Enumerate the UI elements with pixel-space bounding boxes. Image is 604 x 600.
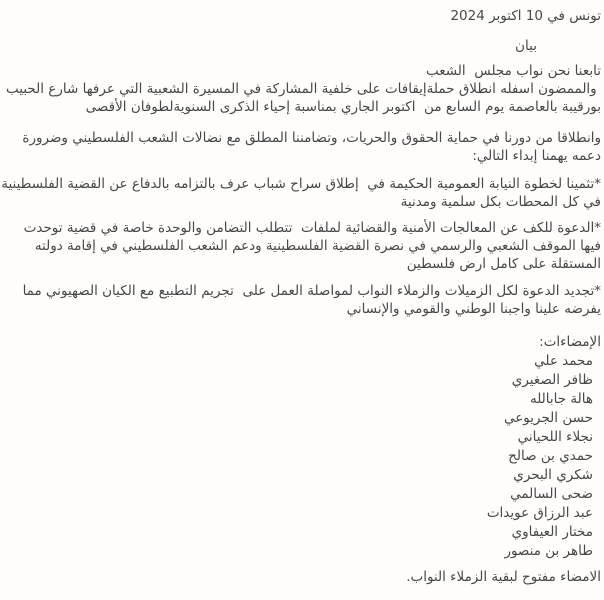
text-line: في كل المحطات بكل سلمية ومدنية [400, 194, 601, 210]
point-2-paragraph [0, 219, 601, 273]
text-line: شكري البحري [513, 467, 593, 483]
text-line: ضحى السالمي [510, 486, 593, 502]
text-line: بورقيبة بالعاصمة يوم السابع من اكتوبر الجاري بمناسبة إحياء الذكرى السنويةلطوفان الأقصى [85, 99, 601, 115]
text-line: المستقلة على كامل ارض فلسطين [406, 256, 601, 272]
text-line: ظافر الصغيري [511, 372, 593, 388]
point-3-paragraph [0, 282, 601, 318]
text-line: فيها الموقف الشعبي والرسمي في نصرة القضية الفلسطينية ودعم الشعب الفلسطيني في إقامة دولته [34, 238, 601, 254]
text-line: دعمه يهمنا إبداء التالي: [472, 148, 601, 164]
text-line: وانطلاقا من دورنا في حماية الحقوق والحريات، وتضامننا المطلق مع نضالات الشعب الفلسطيني وضرورة [22, 130, 601, 146]
intro-paragraph [0, 62, 601, 116]
date-line: تونس في 10 اكتوبر 2024 [450, 8, 601, 24]
text-line: *تجديد الدعوة لكل الزميلات والزملاء النواب لمواصلة العمل على تجريم التطبيع مع الكيان الصهيوني مما [22, 283, 601, 299]
text-line: حسن الجريوعي [503, 410, 593, 426]
text-line: تابعنا نحن نواب مجلس الشعب [425, 63, 601, 79]
text-line: مختار العيفاوي [511, 524, 593, 540]
text-line: حمدي بن صالح [508, 448, 593, 464]
text-line: والممضون اسفله انطلاق حملةإيقافات على خلفية المشاركة في المسيرة الشعبية التي عرفها شارع الحبيب [6, 81, 601, 97]
text-line: نجلاء اللحياني [517, 429, 593, 445]
statement-title: بيان [515, 38, 537, 54]
text-line: طاهر بن منصور [504, 543, 593, 559]
signatures-label: الإمضاءات: [539, 334, 601, 350]
solidarity-paragraph [0, 129, 601, 165]
text-line: محمد علي [534, 353, 593, 369]
point-1-paragraph [0, 175, 601, 211]
text-line: عبد الرزاق عويدات [486, 505, 593, 521]
statement-document [0, 7, 601, 586]
signatures-list [0, 352, 593, 561]
text-line: يفرضه علينا واجبنا الوطني والقومي والإنساني [346, 301, 601, 317]
text-line: هالة جابالله [529, 391, 593, 407]
text-line: *تثمينا لخطوة النيابة العمومية الحكيمة في إطلاق سراح شباب عرف بالتزامه بالدفاع عن القضية الفلسطينية [1, 176, 601, 192]
text-line: *الدعوة للكف عن المعالجات الأمنية والقضائية لملفات تتطلب التضامن والوحدة خاصة في قضية توحدت [23, 220, 601, 236]
closing-line: الامضاء مفتوح لبقية الزملاء النواب. [406, 569, 601, 585]
